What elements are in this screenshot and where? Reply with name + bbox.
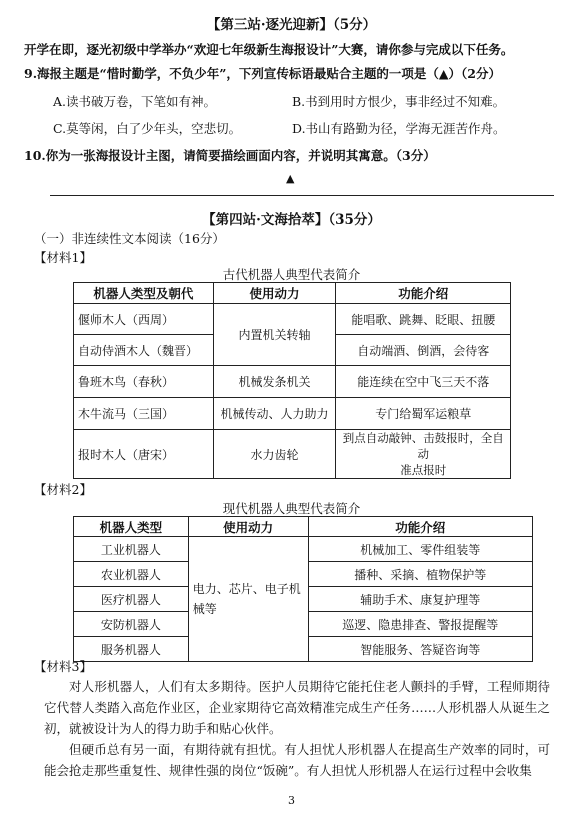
table-cell: 专门给蜀军运粮草: [336, 398, 511, 430]
table-cell: 偃师木人（西周）: [74, 304, 214, 335]
material1-caption: 古代机器人典型代表简介: [222, 267, 361, 282]
table-cell: 自动端酒、倒酒，会待客: [336, 335, 511, 366]
table2-header-function: 功能介绍: [308, 517, 533, 537]
table-cell: [336, 430, 511, 479]
cell-line: 准点报时: [400, 463, 447, 477]
table-cell: 医疗机器人: [74, 587, 189, 612]
table1-header-power: 使用动力: [213, 283, 336, 304]
material2-caption: 现代机器人典型代表简介: [222, 501, 361, 516]
table-cell: 智能服务、答疑咨询等: [308, 637, 533, 662]
section-divider: [50, 195, 554, 196]
material3-paragraph-1: 对人形机器人，人们有太多期待。医护人员期待它能托住老人颤抖的手臂，工程师期待它代替人类踏入高危作业区，企业家期待它高效精准完成生产任务……人形机器人从诞生之初，就被设计为人的得力助手和贴心伙伴。: [44, 679, 550, 736]
table2-header-power: 使用动力: [188, 517, 308, 537]
material3-paragraph-2: 但硬币总有另一面，有期待就有担忧。有人担忧人形机器人在提高生产效率的同时，可能会抢走那些重复性、规律性强的岗位“饭碗”。有人担忧人形机器人在运行过程中会收集: [44, 742, 550, 778]
page-number: 3: [288, 794, 295, 807]
station4-title: 【第四站·文海拾萃】（35分）: [202, 212, 381, 228]
table-cell: 木牛流马（三国）: [74, 398, 214, 430]
table-cell: 机械加工、零件组装等: [308, 537, 533, 562]
table-cell: 辅助手术、康复护理等: [308, 587, 533, 612]
table-cell: 机械传动、人力助力: [213, 398, 336, 430]
table1-header-function: 功能介绍: [336, 283, 511, 304]
table-cell: 能连续在空中飞三天不落: [336, 366, 511, 398]
material3-label: 【材料3】: [34, 659, 92, 674]
table-cell: 鲁班木鸟（春秋）: [74, 366, 214, 398]
question-9-option-a: A.读书破万卷，下笔如有神。: [53, 94, 217, 109]
table-cell: 水力齿轮: [213, 430, 336, 479]
question-9-stem: 9.海报主题是“惜时勤学，不负少年”，下列宣传标语最贴合主题的一项是（▲）（2分）: [24, 66, 501, 81]
question-9-option-b: B.书到用时方恨少，事非经过不知难。: [292, 94, 506, 109]
material1-label: 【材料1】: [34, 250, 92, 265]
table2-header-type: 机器人类型: [74, 517, 189, 537]
table-cell: 安防机器人: [74, 612, 189, 637]
table-row: [74, 537, 533, 562]
table-cell: 自动侍酒木人（魏晋）: [74, 335, 214, 366]
answer-mark: ▲: [286, 172, 295, 185]
table-cell: 内置机关转轴: [213, 304, 336, 366]
table-row: [74, 398, 511, 430]
table-cell: 农业机器人: [74, 562, 189, 587]
table-cell: 报时木人（唐宋）: [74, 430, 214, 479]
table-cell: 能唱歌、跳舞、眨眼、扭腰: [336, 304, 511, 335]
material2-label: 【材料2】: [34, 482, 92, 497]
question-9-option-d: D.书山有路勤为径，学海无涯苦作舟。: [292, 121, 506, 136]
table-cell: [188, 537, 308, 662]
station3-intro: 开学在即，逐光初级中学举办“欢迎七年级新生海报设计”大赛，请你参与完成以下任务。: [24, 42, 514, 57]
table-row: [74, 304, 511, 335]
cell-line: 到点自动敲钟、击鼓报时，全自动: [342, 431, 504, 461]
table1-header-type: 机器人类型及朝代: [74, 283, 214, 304]
modern-robot-table: [73, 516, 533, 662]
station3-title: 【第三站·逐光迎新】（5分）: [206, 17, 377, 33]
table-cell: 服务机器人: [74, 637, 189, 662]
table-row: [74, 366, 511, 398]
ancient-robot-table: [73, 282, 511, 479]
question-9-option-c: C.莫等闲，白了少年头，空悲切。: [53, 121, 242, 136]
table-cell: 机械发条机关: [213, 366, 336, 398]
part1-heading: （一）非连续性文本阅读（16分）: [34, 231, 225, 246]
table-cell: 播种、采摘、植物保护等: [308, 562, 533, 587]
question-10-stem: 10.你为一张海报设计主图，请简要描绘画面内容，并说明其寓意。（3分）: [24, 148, 436, 163]
cell-line: 械等: [192, 602, 217, 616]
table-cell: 工业机器人: [74, 537, 189, 562]
table-cell: 巡逻、隐患排查、警报提醒等: [308, 612, 533, 637]
table-row: [74, 430, 511, 479]
cell-line: 电力、芯片、电子机: [192, 582, 301, 596]
